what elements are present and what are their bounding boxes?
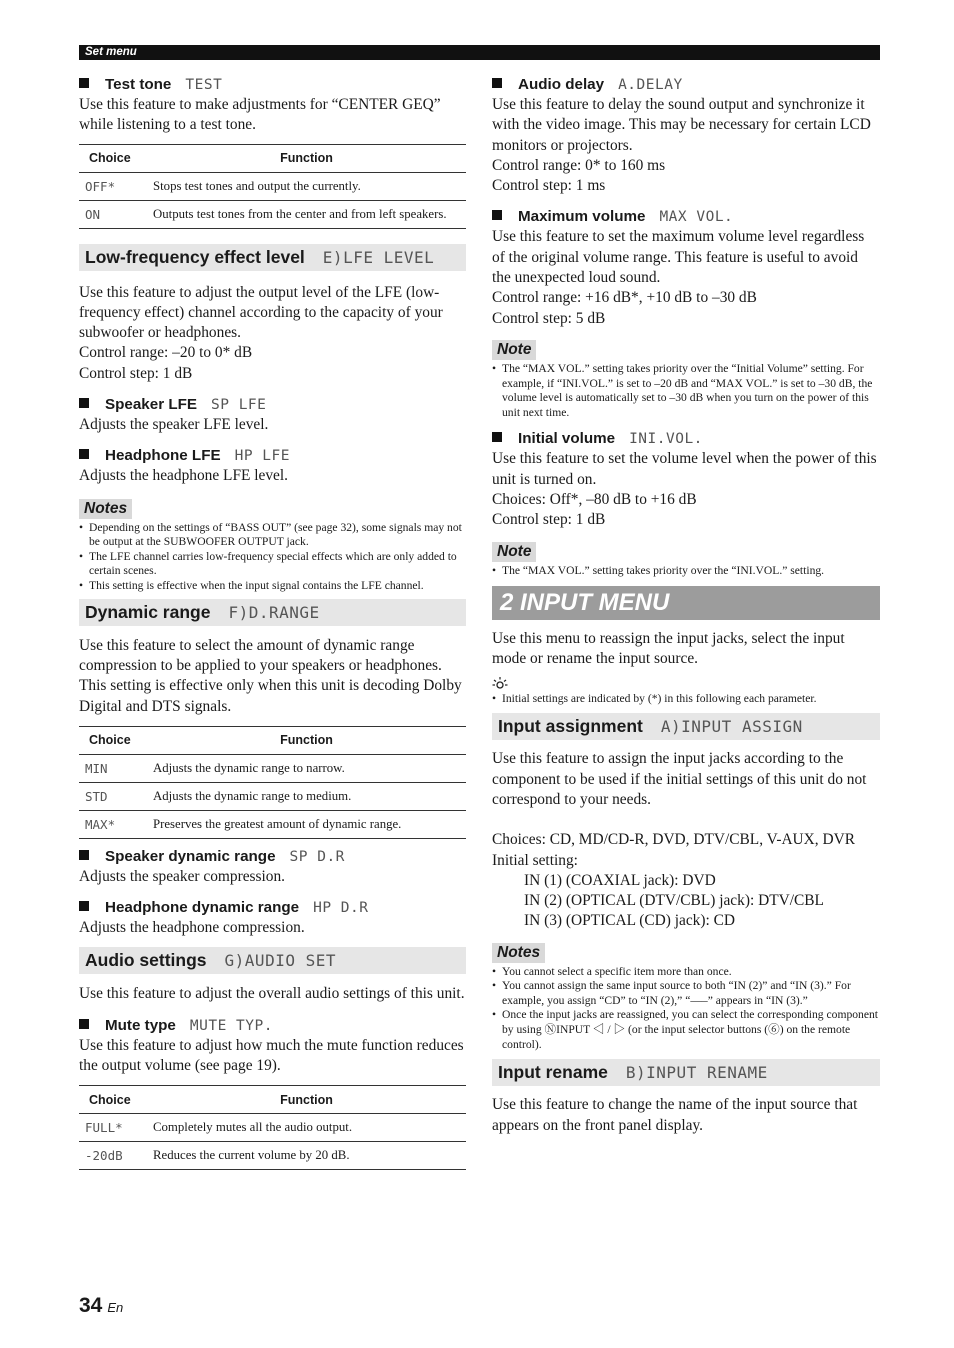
dynamic-range-table	[79, 726, 466, 839]
mute-type-heading: Mute type MUTE TYP.	[79, 1016, 466, 1036]
function-cell: Completely mutes all the audio output.	[147, 1114, 466, 1142]
input-assignment-notes-list	[492, 965, 880, 1053]
input-assignment-section-heading: Input assignment A)INPUT ASSIGN	[492, 713, 880, 740]
square-bullet-icon	[79, 850, 89, 860]
initial-volume-choices: Choices: Off*, –80 dB to +16 dB	[492, 490, 697, 508]
initial-setting-line: IN (2) (OPTICAL (DTV/CBL) jack): DTV/CBL	[524, 892, 824, 910]
max-volume-text: Use this feature to set the maximum volume level regardless of the original volume range. This feature is useful to avoid the unexpected loud sound.	[492, 228, 865, 287]
note-item: • The LFE channel carries low-frequency special effects which are only added to certain scenes.	[79, 550, 466, 579]
right-column	[492, 72, 880, 1136]
initial-volume-note-list	[492, 564, 880, 579]
square-bullet-icon	[492, 432, 502, 442]
note-item: • Depending on the settings of “BASS OUT” (see page 32), some signals may not be output at the SUBWOOFER OUTPUT jack.	[79, 521, 466, 550]
input-menu-section-heading: 2 INPUT MENU	[492, 586, 880, 620]
function-cell: Adjusts the dynamic range to narrow.	[147, 754, 466, 782]
choice-cell: MIN	[79, 754, 147, 782]
headphone-dr-heading: Headphone dynamic range HP D.R	[79, 898, 466, 918]
function-header: Function	[147, 726, 466, 754]
audio-settings-text: Use this feature to adjust the overall audio settings of this unit.	[79, 985, 465, 1003]
audio-delay-step: Control step: 1 ms	[492, 177, 606, 195]
dynamic-range-section-heading: Dynamic range F)D.RANGE	[79, 599, 466, 626]
audio-delay-range: Control range: 0* to 160 ms	[492, 156, 666, 174]
speaker-dr-text: Adjusts the speaker compression.	[79, 867, 286, 885]
audio-settings-section-heading: Audio settings G)AUDIO SET	[79, 947, 466, 974]
choice-header: Choice	[79, 726, 147, 754]
initial-volume-step: Control step: 1 dB	[492, 511, 606, 529]
headphone-lfe-heading: Headphone LFE HP LFE	[79, 446, 466, 466]
square-bullet-icon	[79, 78, 89, 88]
lfe-level-step: Control step: 1 dB	[79, 364, 193, 382]
note-item: • Once the input jacks are reassigned, you can select the corresponding component by using ⓃINPUT ◁ / ▷ (or the input selector buttons (⑥) on the remote control).	[492, 1008, 880, 1052]
table-row	[79, 200, 466, 228]
note-item: • The “MAX VOL.” setting takes priority over the “Initial Volume” setting. For example, if “INI.VOL.” is set to –20 dB and “MAX VOL.” is set to –30 dB, the volume level is automatically set to –30 dB when you turn on the power of this unit next time.	[492, 362, 880, 420]
input-assignment-text: Use this feature to assign the input jacks according to the component to be used if the initial settings of this unit do not correspond to your needs.	[492, 750, 867, 808]
square-bullet-icon	[79, 398, 89, 408]
square-bullet-icon	[492, 78, 502, 88]
table-row	[79, 1114, 466, 1142]
input-menu-text: Use this menu to reassign the input jacks, select the input mode or rename the input source.	[492, 630, 845, 668]
input-rename-text: Use this feature to change the name of the input source that appears on the front panel display.	[492, 1096, 858, 1134]
choice-cell: -20dB	[79, 1142, 147, 1170]
input-rename-section-heading: Input rename B)INPUT RENAME	[492, 1059, 880, 1086]
function-cell: Outputs test tones from the center and from left speakers.	[147, 200, 466, 228]
headphone-lfe-text: Adjusts the headphone LFE level.	[79, 467, 289, 485]
test-tone-table	[79, 144, 466, 229]
choice-cell: FULL*	[79, 1114, 147, 1142]
table-header-row	[79, 726, 466, 754]
lfe-notes-list	[79, 521, 466, 594]
choice-cell: ON	[79, 200, 147, 228]
notes-label: Notes	[492, 943, 545, 963]
square-bullet-icon	[492, 210, 502, 220]
audio-delay-text: Use this feature to delay the sound output and synchronize it with the video image. This may be necessary for certain LCD monitors or projectors.	[492, 96, 871, 154]
choice-header: Choice	[79, 144, 147, 172]
table-header-row	[79, 144, 466, 172]
input-assignment-choices: Choices: CD, MD/CD-R, DVD, DTV/CBL, V-AUX, DVR	[492, 831, 855, 849]
input-assignment-initial-label: Initial setting:	[492, 851, 578, 869]
lightbulb-svg	[492, 676, 508, 691]
test-tone-heading: Test tone TEST	[79, 75, 466, 95]
note-item: • You cannot select a specific item more than once.	[492, 965, 880, 980]
lfe-level-range: Control range: –20 to 0* dB	[79, 344, 253, 362]
speaker-lfe-text: Adjusts the speaker LFE level.	[79, 416, 269, 434]
test-tone-text: Use this feature to make adjustments for “CENTER GEQ” while listening to a test tone.	[79, 96, 441, 134]
lightbulb-tip-icon	[492, 676, 880, 692]
table-row	[79, 782, 466, 810]
initial-volume-heading: Initial volume INI.VOL.	[492, 429, 880, 449]
max-volume-range: Control range: +16 dB*, +10 dB to –30 dB	[492, 289, 757, 307]
function-cell: Adjusts the dynamic range to medium.	[147, 782, 466, 810]
language-code: En	[107, 1300, 124, 1315]
page-number: 34 En	[79, 1294, 124, 1317]
initial-setting-line: IN (3) (OPTICAL (CD) jack): CD	[524, 912, 736, 930]
left-column	[79, 72, 466, 1170]
square-bullet-icon	[79, 449, 89, 459]
initial-volume-text: Use this feature to set the volume level when the power of this unit is turned on.	[492, 450, 877, 488]
function-cell: Stops test tones and output the currently.	[147, 172, 466, 200]
table-row	[79, 172, 466, 200]
square-bullet-icon	[79, 1019, 89, 1029]
square-bullet-icon	[79, 901, 89, 911]
initial-setting-line: IN (1) (COAXIAL jack): DVD	[524, 871, 716, 889]
function-header: Function	[147, 144, 466, 172]
table-header-row	[79, 1086, 466, 1114]
function-cell: Reduces the current volume by 20 dB.	[147, 1142, 466, 1170]
mute-type-text: Use this feature to adjust how much the mute function reduces the output volume (see page 19).	[79, 1036, 464, 1075]
table-row	[79, 754, 466, 782]
headphone-dr-text: Adjusts the headphone compression.	[79, 919, 305, 937]
note-label: Note	[492, 542, 536, 562]
function-cell: Preserves the greatest amount of dynamic range.	[147, 810, 466, 838]
table-row	[79, 1142, 466, 1170]
lfe-level-text: Use this feature to adjust the output level of the LFE (low-frequency effect) channel according to the capacity of your subwoofer or headphones.	[79, 283, 443, 342]
speaker-dr-heading: Speaker dynamic range SP D.R	[79, 847, 466, 867]
note-item: • The “MAX VOL.” setting takes priority over the “INI.VOL.” setting.	[492, 564, 880, 579]
max-volume-note-list	[492, 362, 880, 420]
header-label: Set menu	[85, 46, 137, 58]
notes-label: Notes	[79, 499, 132, 519]
choice-header: Choice	[79, 1086, 147, 1114]
speaker-lfe-heading: Speaker LFE SP LFE	[79, 395, 466, 415]
choice-cell: OFF*	[79, 172, 147, 200]
table-row	[79, 810, 466, 838]
lfe-level-section-heading: Low-frequency effect level E)LFE LEVEL	[79, 244, 466, 271]
function-header: Function	[147, 1086, 466, 1114]
audio-delay-heading: Audio delay A.DELAY	[492, 75, 880, 95]
choice-cell: MAX*	[79, 810, 147, 838]
header-bar	[79, 45, 880, 60]
note-label: Note	[492, 340, 536, 360]
note-item: • This setting is effective when the input signal contains the LFE channel.	[79, 579, 466, 594]
choice-cell: STD	[79, 782, 147, 810]
dynamic-range-text: Use this feature to select the amount of dynamic range compression to be applied to your speakers or headphones. This setting is effective only when this unit is decoding Dolby Digital and DTS signals.	[79, 636, 462, 715]
max-volume-heading: Maximum volume MAX VOL.	[492, 207, 880, 227]
tip-item: • Initial settings are indicated by (*) in this following each parameter.	[492, 692, 880, 707]
mute-type-table	[79, 1085, 466, 1170]
tip-list	[492, 692, 880, 707]
note-item: • You cannot assign the same input source to both “IN (2)” and “IN (3).” For example, you assign “CD” to “IN (2),” “–––” appears in “IN (3).”	[492, 979, 880, 1008]
max-volume-step: Control step: 5 dB	[492, 309, 606, 327]
